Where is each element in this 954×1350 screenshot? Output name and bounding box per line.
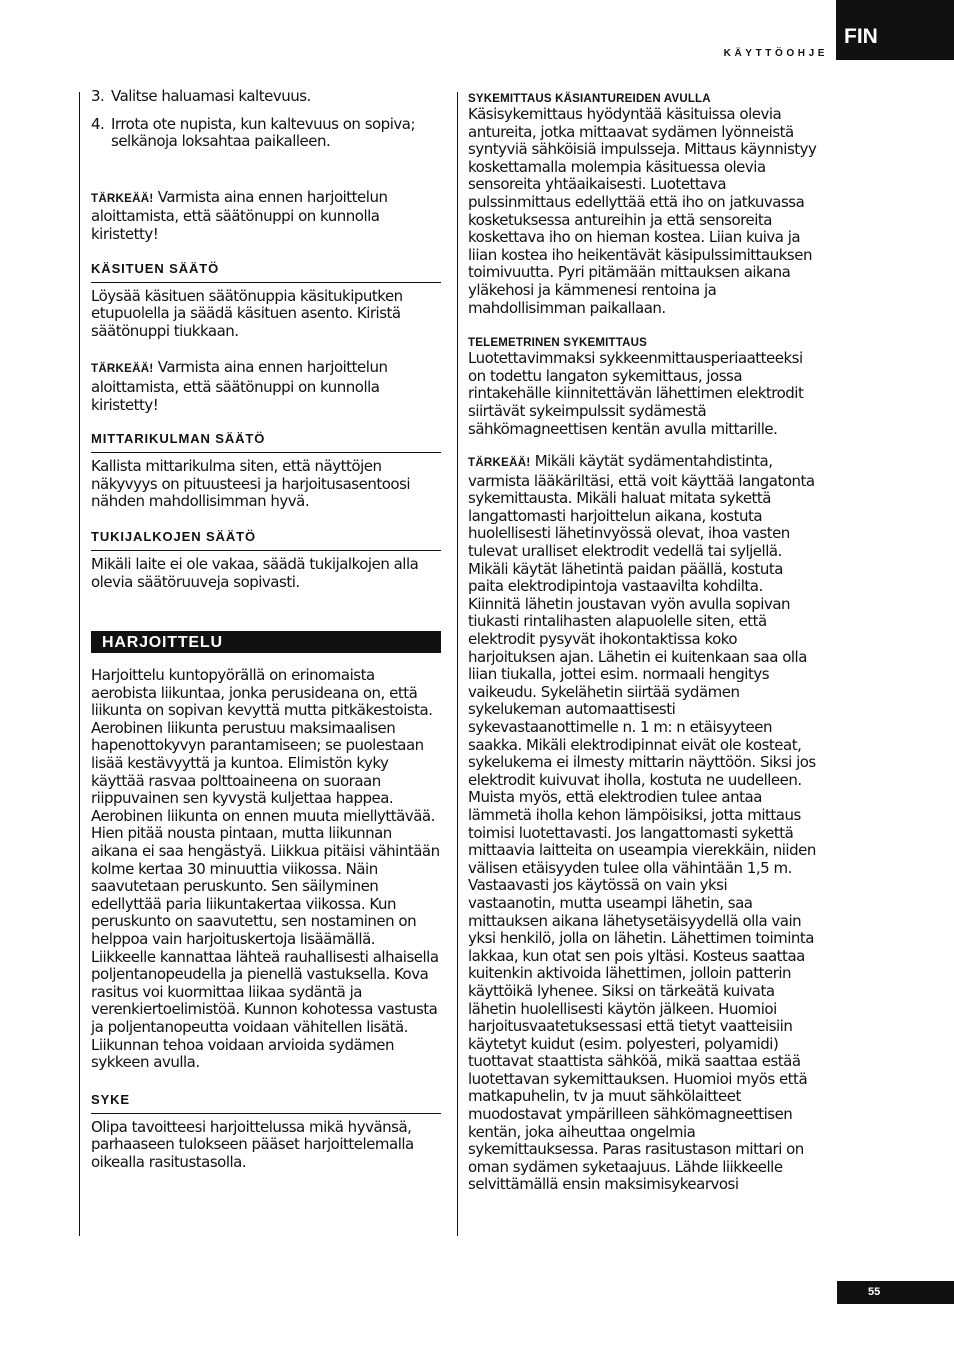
right-column-rule xyxy=(457,92,458,1236)
important-label: TÄRKEÄÄ! xyxy=(91,363,154,376)
harjoittelu-body: Harjoittelu kuntopyörällä on erinomaista aerobista liikuntaa, jonka perusideana on, että liikunta on sopivan kevyttä mutta pitkäkestoista. Aerobinen liikunta perustuu maksimaalisen hapenottokyvyn parantamiseen; se puolestaan lisää kestävyyttä ja kuntoa. Elimistön kyky käyttää rasvaa polttoaineena on suoraan riippuvainen sen kyvystä kuljettaa happea. Aerobinen liikunta on ennen muuta miellyttävää. Hien pitää nousta pintaan, mutta liikunnan aikana ei saa hengästyä. Liikkua pitäisi vähintään kolme kertaa 30 minuuttia viikossa. Näin saavutetaan peruskunto. Sen säilyminen edellyttää paria liikuntakertaa viikossa. Kun peruskunto on saavutettu, sen nostaminen on helppoa vain harjoituskertoja lisäämällä. Liikkeelle kannattaa lähteä rauhallisesti alhaisella poljentanopeudella ja pienellä vastuksella. Kova rasitus voi kuormittaa liikaa sydäntä ja verenkiertoelimistöä. Kunnon kohotessa vastusta ja poljentanopeutta voidaan vähitellen lisätä. Liikunnan tehoa voidaan arvioida sydämen sykkeen avulla. xyxy=(91,666,440,1072)
important-note xyxy=(91,189,441,244)
kasianturi-heading: SYKEMITTAUS KÄSIANTUREIDEN AVULLA xyxy=(468,93,711,105)
left-column xyxy=(91,88,441,1172)
step-text: Irrota ote nupista, kun kaltevuus on sopiva; selkänoja loksahtaa paikalleen. xyxy=(111,114,415,151)
syke-body: Olipa tavoitteesi harjoittelussa mikä hyvänsä, parhaaseen tulokseen pääset harjoittelemalla oikealla rasitustasolla. xyxy=(91,1117,414,1171)
step-number: 4. xyxy=(91,114,105,133)
important-note xyxy=(91,359,441,414)
tukijalka-body: Mikäli laite ei ole vakaa, säädä tukijalkojen alla olevia säätöruuveja sopivasti. xyxy=(91,554,419,591)
left-column-rule xyxy=(79,92,80,1236)
manual-header-label: KÄYTTÖOHJE xyxy=(723,48,828,59)
kasituen-body: Löysää käsituen säätönuppia käsitukiputken etupuolella ja säädä käsituen asento. Kiristä säätönuppi tiukkaan. xyxy=(91,286,403,340)
step-number: 3. xyxy=(91,87,105,105)
important-label: TÄRKEÄÄ! xyxy=(468,457,531,470)
list-item xyxy=(91,116,441,151)
right-column xyxy=(468,88,818,1194)
telemetrinen-body: Luotettavimmaksi sykkeenmittausperiaatteeksi on todettu langaton sykemittaus, jossa rintakehälle kiinnitettävän lähettimen elektrodit siirtävät sykeimpulssit sydämestä sähkömagneettisen kentän avulla mittarille. xyxy=(468,349,804,438)
list-item xyxy=(91,88,441,106)
steps-list xyxy=(91,88,441,151)
tukijalka-heading: TUKIJALKOJEN SÄÄTÖ xyxy=(91,529,441,551)
important-note xyxy=(468,453,818,1194)
syke-heading: SYKE xyxy=(91,1092,441,1114)
important-label: TÄRKEÄÄ! xyxy=(91,192,154,205)
mittarikulma-heading: MITTARIKULMAN SÄÄTÖ xyxy=(91,431,441,453)
important-text: Varmista aina ennen harjoittelun aloittamista, että säätönuppi on kunnolla kiristetty! xyxy=(91,187,388,243)
harjoittelu-section-title: HARJOITTELU xyxy=(91,631,441,653)
telemetrinen-heading: TELEMETRINEN SYKEMITTAUS xyxy=(468,337,648,350)
mittarikulma-body: Kallista mittarikulma siten, että näyttöjen näkyvyys on pituusteesi ja harjoitusasentoosi nähden mahdollisimman hyvä. xyxy=(91,457,411,511)
step-text: Valitse haluamasi kaltevuus. xyxy=(111,87,311,105)
language-tab: FIN xyxy=(836,0,954,60)
kasituen-heading: KÄSITUEN SÄÄTÖ xyxy=(91,261,441,283)
important-text: Mikäli käytät sydämentahdistinta, varmista lääkäriltäsi, että voit käyttää langatonta sykemittausta. Mikäli haluat mitata sykettä langattomasti harjoittelun aikana, kostuta huolellisesti lähetinvyössä olevat, ihoa vasten tulevat uralliset elektrodit vedellä tai syljellä. Mikäli käytät lähetintä paidan päällä, kostuta paita elektrodipintoja vastaavilta kohdilta. Kiinnitä lähetin joustavan vyön avulla sopivan tiukasti rintalihasten alapuolelle siten, että elektrodit pysyvät ihokontaktissa koko harjoituksen ajan. Lähetin ei kuitenkaan saa olla liian tiukalla, jottei esim. normaali hengitys vaikeudu. Sykelähetin siirtää sydämen sykelukeman automaattisesti sykevastaanottimelle n. 1 m: n etäisyyteen saakka. Mikäli elektrodipinnat eivät ole kosteat, sykelukema ei ilmesty mittarin näyttöön. Siksi jos elektrodit kuivuvat iholla, kostuta ne uudelleen. Muista myös, että elektrodien tulee antaa lämmetä iholla kehon lämpöisiksi, jotta mittaus toimisi luotettavasti. Jos langattomasti sykettä mittaavia laitteita on useampia vierekkäin, niiden välisen etäisyyden tulee olla vähintään 1,5 m. Vastaavasti jos käytössä on vain yksi vastaanotin, mutta useampi lähetin, saa mittauksen aikana lähetysetäisyydellä olla vain yksi henkilö, jolla on lähetin. Lähettimen toiminta lakkaa, kun otat sen pois yltäsi. Kosteus saattaa kuitenkin aktivoida lähettimen, jolloin patterin käyttöikä lyhenee. Siksi on tärkeätä kuivata lähetin huolellisesti käytön jälkeen. Huomioi harjoitusvaatetuksessasi että tietyt vaatteisiin käytetyt kuidut (esim. polyesteri, polyamidi) tuottavat staattista sähköä, mikä saattaa estää luotettavan sykemittauksen. Huomioi myös että matkapuhelin, tv ja muut sähkölaitteet muodostavat ympärilleen sähkömagneettisen kentän, joka aiheuttaa ongelmia sykemittauksessa. Paras rasitustason mittari on oman sydämen syketaajuus. Lähde liikkeelle selvittämällä ensin maksimisykearvosi xyxy=(468,452,816,1194)
kasianturi-body: Käsisykemittaus hyödyntää käsituissa olevia antureita, jotka mittaavat sydämen lyönneistä syntyviä sähköisiä impulsseja. Mittaus käynnistyy koskettamalla molempia käsituessa olevia sensoreita yhtäaikaisesti. Luotettava pulssinmittaus edellyttää että iho on jatkuvassa kosketuksessa antureihin ja että sensoreita koskettava iho on hieman kostea. Liian kuiva ja liian kostea iho heikentävät käsipulssimittauksen toimivuutta. Pyri pitämään mittauksen aikana yläkehosi ja kämmenesi rentoina ja mahdollisimman paikallaan. xyxy=(468,105,817,317)
important-text: Varmista aina ennen harjoittelun aloittamista, että säätönuppi on kunnolla kiristetty! xyxy=(91,358,388,414)
page-number: 55 xyxy=(837,1281,954,1304)
